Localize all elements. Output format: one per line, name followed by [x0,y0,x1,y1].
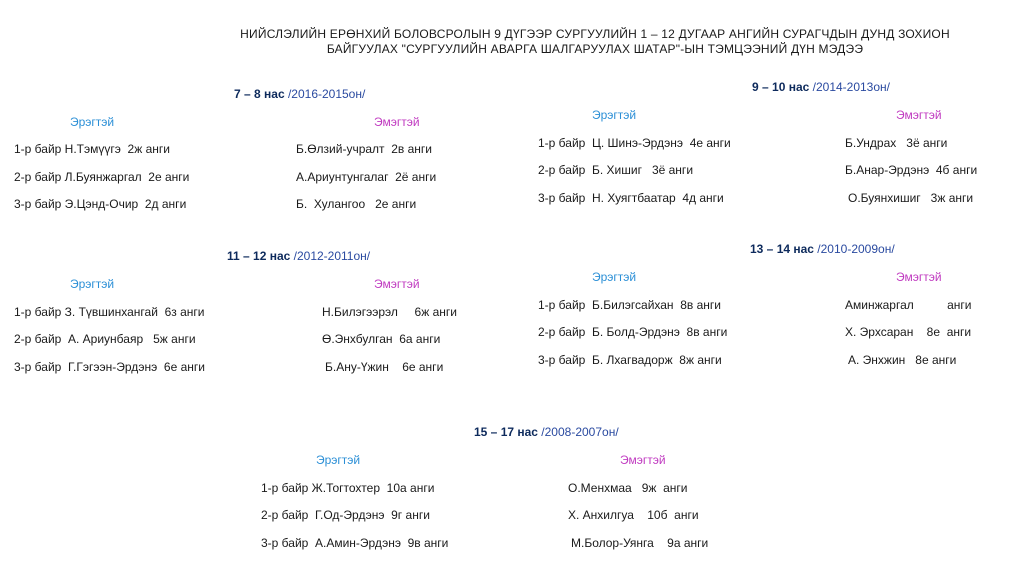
girls-place-3: М.Болор-Уянга 9а анги [571,536,709,550]
group-years: /2010-2009он/ [813,242,895,256]
boys-label: Эрэгтэй [592,270,637,284]
group-age: 15 – 17 нас [474,425,538,439]
boys-label: Эрэгтэй [70,115,115,129]
girls-label: Эмэгтэй [374,277,420,291]
girls-label: Эмэгтэй [896,108,942,122]
boys-place-2: 2-р байр Б. Болд-Эрдэнэ 8в анги [538,325,728,339]
girls-label: Эмэгтэй [620,453,666,467]
boys-place-3: 3-р байр Э.Цэнд-Очир 2д анги [14,197,187,211]
girls-place-3: О.Буянхишиг 3ж анги [848,191,974,205]
group-heading [752,80,890,94]
group-heading [234,87,365,101]
group-age: 13 – 14 нас [750,242,814,256]
boys-label: Эрэгтэй [592,108,637,122]
boys-place-1: 1-р байр З. Түвшинхангай 6з анги [14,305,205,319]
girls-place-1: Н.Билэгээрэл 6ж анги [322,305,457,319]
title-line-2: БАЙГУУЛАХ "СУРГУУЛИЙН АВАРГА ШАЛГАРУУЛАХ ШАТАР"-ЫН ТЭМЦЭЭНИЙ ДҮН МЭДЭЭ [326,42,864,56]
boys-place-1: 1-р байр Ж.Тогтохтер 10а анги [261,481,435,495]
boys-place-1: 1-р байр Ц. Шинэ-Эрдэнэ 4е анги [538,136,731,150]
boys-place-3: 3-р байр Н. Хуягтбаатар 4д анги [538,191,724,205]
boys-place-2: 2-р байр Г.Од-Эрдэнэ 9г анги [261,508,430,522]
group-years: /2014-2013он/ [809,80,890,94]
girls-place-2: А.Ариунтунгалаг 2ё анги [296,170,437,184]
girls-place-3: А. Энхжин 8е анги [848,353,957,367]
group-age: 7 – 8 нас [234,87,285,101]
group-heading [474,425,619,439]
girls-place-3: Б. Хулангоо 2е анги [296,197,417,211]
group-age: 9 – 10 нас [752,80,810,94]
group-years: /2012-2011он/ [290,249,371,263]
girls-place-1: Аминжаргал анги [845,298,972,312]
boys-place-2: 2-р байр А. Ариунбаяр 5ж анги [14,332,196,346]
girls-place-2: Б.Анар-Эрдэнэ 4б анги [845,163,978,177]
boys-place-3: 3-р байр А.Амин-Эрдэнэ 9в анги [261,536,449,550]
group-years: /2016-2015он/ [284,87,366,101]
boys-place-1: 1-р байр Н.Тэмүүгэ 2ж анги [14,142,170,156]
boys-place-3: 3-р байр Б. Лхагвадорж 8ж анги [538,353,722,367]
boys-place-2: 2-р байр Л.Буянжаргал 2е анги [14,170,190,184]
group-heading [750,242,895,256]
girls-label: Эмэгтэй [374,115,420,129]
title-line-1: НИЙСЛЭЛИЙН ЕРӨНХИЙ БОЛОВСРОЛЫН 9 ДҮГЭЭР СУРГУУЛИЙН 1 – 12 ДУГААР АНГИЙН СУРАГЧДЫН ДУНД ЗОХИОН [240,27,950,41]
group-years: /2008-2007он/ [537,425,619,439]
boys-place-1: 1-р байр Б.Билэгсайхан 8в анги [538,298,721,312]
group-heading [227,249,370,263]
girls-place-2: Ө.Энхбулган 6а анги [322,332,441,346]
boys-label: Эрэгтэй [316,453,361,467]
girls-place-1: Б.Өлзий-учралт 2в анги [296,142,432,156]
girls-place-1: Б.Ундрах 3ё анги [845,136,948,150]
girls-place-2: Х. Анхилгуа 10б анги [568,508,699,522]
document-title [160,27,1024,57]
group-age: 11 – 12 нас [227,249,291,263]
boys-place-2: 2-р байр Б. Хишиг 3ё анги [538,163,694,177]
girls-place-1: О.Менхмаа 9ж анги [568,481,688,495]
girls-place-2: Х. Эрхсаран 8е анги [845,325,972,339]
girls-place-3: Б.Ану-Үжин 6е анги [325,360,444,374]
girls-label: Эмэгтэй [896,270,942,284]
boys-label: Эрэгтэй [70,277,115,291]
boys-place-3: 3-р байр Г.Гэгээн-Эрдэнэ 6е анги [14,360,205,374]
